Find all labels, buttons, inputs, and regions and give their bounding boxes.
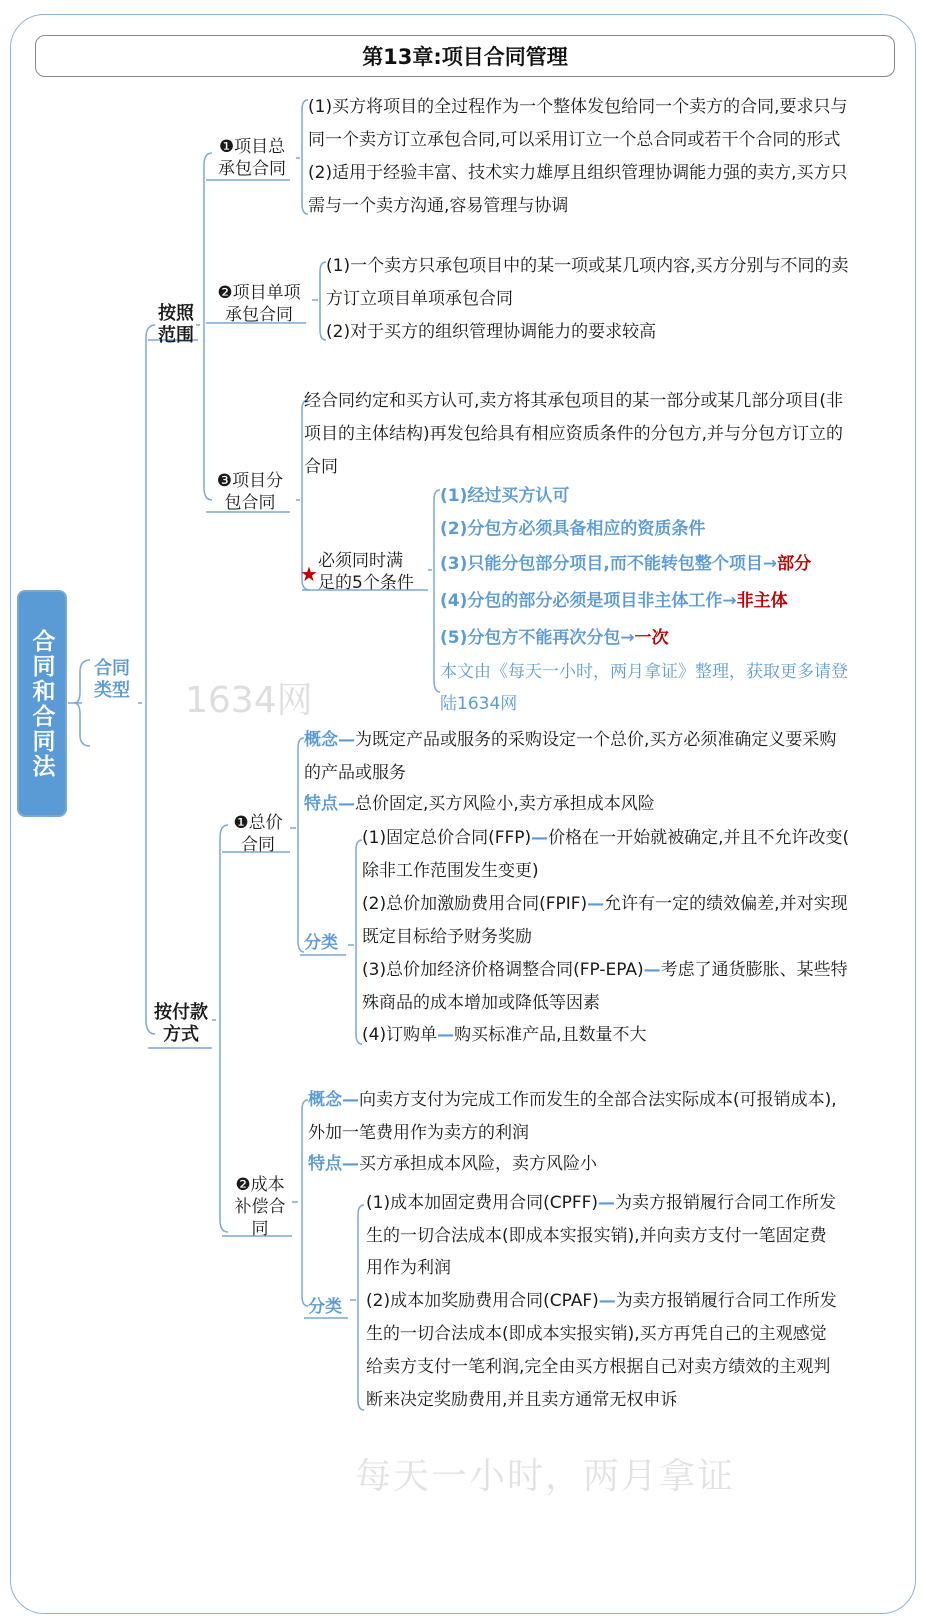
fixed-class-4: (4)订购单—购买标准产品,且数量不大 bbox=[362, 1025, 647, 1045]
total-line-1: (1)买方将项目的全过程作为一个整体发包给同一个卖方的合同,要求只与 bbox=[308, 97, 848, 117]
root-node bbox=[17, 590, 67, 817]
fixed-feature-key: 特点— bbox=[304, 794, 355, 814]
branch-by-scope: 按照范围 bbox=[158, 303, 194, 346]
cost-class-2: (2)成本加奖励费用合同(CPAF)—为卖方报销履行合同工作所发 bbox=[366, 1291, 837, 1311]
single-line-2: 方订立项目单项承包合同 bbox=[326, 289, 513, 309]
cost-feature: 特点—买方承担成本风险，卖方风险小 bbox=[308, 1154, 597, 1174]
condition-1: (1)经过买方认可 bbox=[440, 486, 570, 506]
watermark-1634: 1634网 bbox=[185, 680, 313, 721]
single-line-3: (2)对于买方的组织管理协调能力的要求较高 bbox=[326, 322, 657, 342]
cost-class-1-more-1: 生的一切合法成本(即成本实报实销),并向卖方支付一笔固定费 bbox=[366, 1226, 827, 1246]
star-icon: ★ bbox=[300, 562, 318, 586]
fixed-class-3: (3)总价加经济价格调整合同(FP-EPA)—考虑了通货膨胀、某些特 bbox=[362, 960, 848, 980]
cost-feature-key: 特点— bbox=[308, 1154, 359, 1174]
sub-desc-2: 项目的主体结构)再发包给具有相应资质条件的分包方,并与分包方订立的 bbox=[304, 424, 844, 444]
conditions-label: 必须同时满足的5个条件 bbox=[318, 551, 414, 593]
fixed-class-2: (2)总价加激励费用合同(FPIF)—允许有一定的绩效偏差,并对实现 bbox=[362, 894, 848, 914]
cost-class-key: 分类 bbox=[308, 1297, 342, 1317]
condition-2: (2)分包方必须具备相应的资质条件 bbox=[440, 519, 706, 539]
condition-5: (5)分包方不能再次分包→一次 bbox=[440, 628, 669, 648]
fixed-feature: 特点—总价固定,买方风险小,卖方承担成本风险 bbox=[304, 794, 655, 814]
condition-4: (4)分包的部分必须是项目非主体工作→非主体 bbox=[440, 591, 788, 611]
condition-3-highlight: 部分 bbox=[777, 554, 812, 574]
cost-concept-key: 概念— bbox=[308, 1090, 359, 1110]
condition-5-highlight: 一次 bbox=[634, 628, 669, 648]
page-title: 第13章:项目合同管理 bbox=[35, 35, 895, 77]
fixed-class-2-more: 既定目标给予财务奖励 bbox=[362, 927, 532, 947]
root-label: 合同和合同法 bbox=[28, 628, 55, 779]
total-line-3: (2)适用于经验丰富、技术实力雄厚且组织管理协调能力强的卖方,买方只 bbox=[308, 163, 848, 183]
total-line-4: 需与一个卖方沟通,容易管理与协调 bbox=[308, 196, 569, 216]
fixed-concept-key: 概念— bbox=[304, 730, 355, 750]
category-label-part1: 合同 bbox=[94, 658, 130, 679]
fixed-concept-line-1: 概念—为既定产品或服务的采购设定一个总价,买方必须准确定义要采购 bbox=[304, 730, 837, 750]
cost-class-1-more-2: 用作为利润 bbox=[366, 1258, 451, 1278]
source-note-line-1: 本文由《每天一小时，两月拿证》整理，获取更多请登 bbox=[440, 662, 848, 682]
condition-3: (3)只能分包部分项目,而不能转包整个项目→部分 bbox=[440, 554, 812, 574]
cost-class-2-more-3: 断来决定奖励费用,并且卖方通常无权申诉 bbox=[366, 1390, 678, 1410]
fixed-class-1: (1)固定总价合同(FFP)—价格在一开始就被确定,并且不允许改变( bbox=[362, 828, 850, 848]
node-sub-contract: ❸项目分包合同 bbox=[216, 471, 284, 513]
cost-class-1: (1)成本加固定费用合同(CPFF)—为卖方报销履行合同工作所发 bbox=[366, 1193, 837, 1213]
fixed-concept-line-2: 的产品或服务 bbox=[304, 763, 406, 783]
total-line-2: 同一个卖方订立承包合同,可以采用订立一个总合同或若干个合同的形式 bbox=[308, 130, 841, 150]
fixed-class-1-more: 除非工作范围发生变更) bbox=[362, 861, 539, 881]
sub-desc-3: 合同 bbox=[304, 457, 338, 477]
node-cost-reimbursable: ❷成本补偿合同 bbox=[234, 1175, 286, 1239]
source-note-line-2: 陆1634网 bbox=[440, 694, 518, 714]
cost-concept-line-2: 外加一笔费用作为卖方的利润 bbox=[308, 1123, 529, 1143]
cost-class-2-more-2: 给卖方支付一笔利润,完全由买方根据自己对卖方绩效的主观判 bbox=[366, 1357, 831, 1377]
branch-by-payment: 按付款方式 bbox=[154, 1002, 208, 1045]
cost-concept-line-1: 概念—向卖方支付为完成工作而发生的全部合法实际成本(可报销成本), bbox=[308, 1090, 837, 1110]
cost-class-2-more-1: 生的一切合法成本(即成本实报实销),买方再凭自己的主观感觉 bbox=[366, 1324, 827, 1344]
node-fixed-price: ❶总价合同 bbox=[233, 813, 283, 855]
sub-desc-1: 经合同约定和买方认可,卖方将其承包项目的某一部分或某几部分项目(非 bbox=[304, 391, 844, 411]
fixed-class-3-more: 殊商品的成本增加或降低等因素 bbox=[362, 993, 600, 1013]
node-single-contract: ❷项目单项承包合同 bbox=[217, 283, 301, 325]
node-total-contract: ❶项目总承包合同 bbox=[218, 137, 286, 179]
watermark-slogan: 每天一小时，两月拿证 bbox=[355, 1456, 736, 1497]
single-line-1: (1)一个卖方只承包项目中的某一项或某几项内容,买方分别与不同的卖 bbox=[326, 256, 849, 276]
condition-4-highlight: 非主体 bbox=[736, 591, 788, 611]
fixed-class-key: 分类 bbox=[304, 933, 338, 953]
category-label-part2: 类型 bbox=[94, 680, 130, 701]
